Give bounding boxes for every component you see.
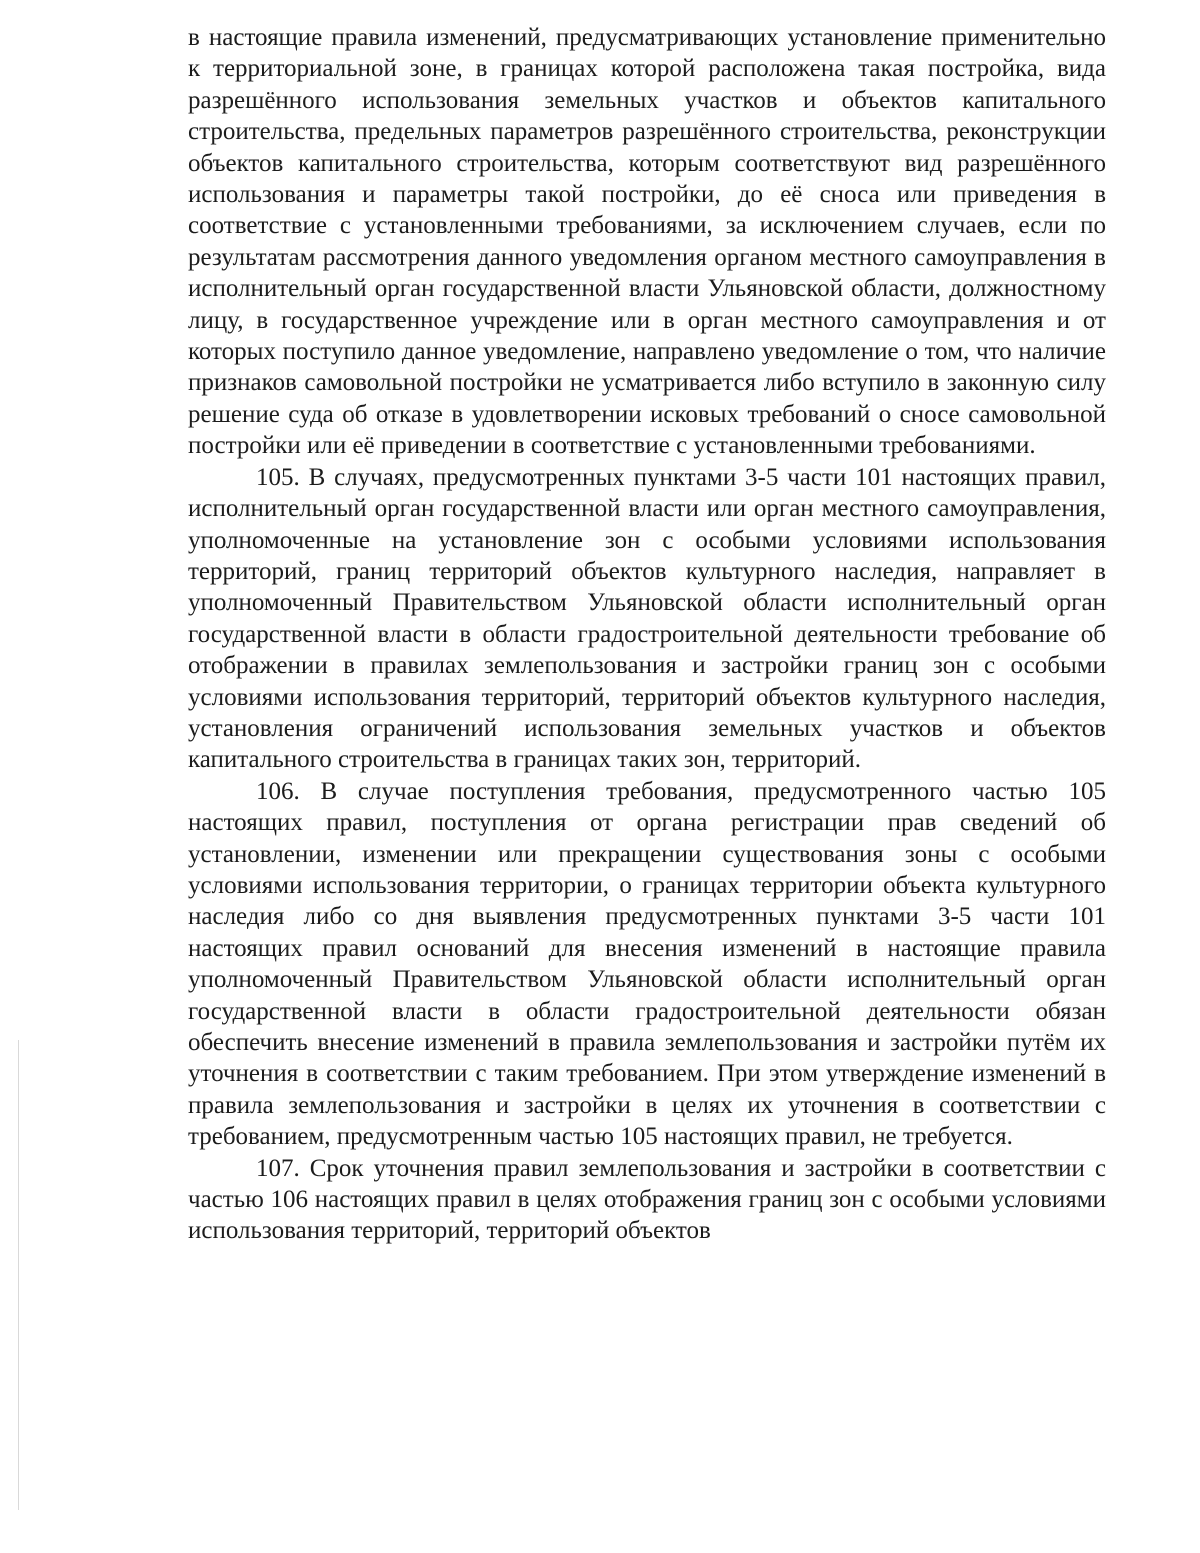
paragraph-continuation: в настоящие правила изменений, предусматривающих установление применительно к территориальной зоне, в границах которой расположена такая постройка, вида разрешённого использования земельных участков и объектов капитального строительства, предельных параметров разрешённого строительства, реконструкции объектов капитального строительства, которым соответствуют вид разрешённого использования и параметры такой постройки, до её сноса или приведения в соответствие с установленными требованиями, за исключением случаев, если по результатам рассмотрения данного уведомления органом местного самоуправления в исполнительный орган государственной власти Ульяновской области, должностному лицу, в государственное учреждение или в орган местного самоуправления и от которых поступило данное уведомление, направлено уведомление о том, что наличие признаков самовольной постройки не усматривается либо вступило в законную силу решение суда об отказе в удовлетворении исковых требований о сносе самовольной постройки или её приведении в соответствие с установленными требованиями. <box>188 24 1106 460</box>
paragraph-106: 106. В случае поступления требования, предусмотренного частью 105 настоящих правил, поступления от органа регистрации прав сведений об установлении, изменении или прекращении существования зоны с особыми условиями использования территории, о границах территории объекта культурного наследия либо со дня выявления предусмотренных пунктами 3-5 части 101 настоящих правил оснований для внесения изменений в настоящие правила уполномоченный Правительством Ульяновской области исполнительный орган государственной власти в области градостроительной деятельности обязан обеспечить внесение изменений в правила землепользования и застройки путём их уточнения в соответствии с таким требованием. При этом утверждение изменений в правила землепользования и застройки в целях их уточнения в соответствии с требованием, предусмотренным частью 105 настоящих правил, не требуется. <box>188 777 1106 1151</box>
scan-edge-line <box>18 1040 19 1510</box>
document-text <box>188 22 1106 1247</box>
paragraph-105: 105. В случаях, предусмотренных пунктами 3-5 части 101 настоящих правил, исполнительный орган государственной власти или орган местного самоуправления, уполномоченные на установление зон с особыми условиями использования территорий, границ территорий объектов культурного наследия, направляет в уполномоченный Правительством Ульяновской области исполнительный орган государственной власти в области градостроительной деятельности требование об отображении в правилах землепользования и застройки границ зон с особыми условиями использования территорий, территорий объектов культурного наследия, установления ограничений использования земельных участков и объектов капитального строительства в границах таких зон, территорий. <box>188 463 1106 774</box>
paragraph-107: 107. Срок уточнения правил землепользования и застройки в соответствии с частью 106 настоящих правил в целях отображения границ зон с особыми условиями использования территорий, территорий объектов <box>188 1154 1106 1245</box>
